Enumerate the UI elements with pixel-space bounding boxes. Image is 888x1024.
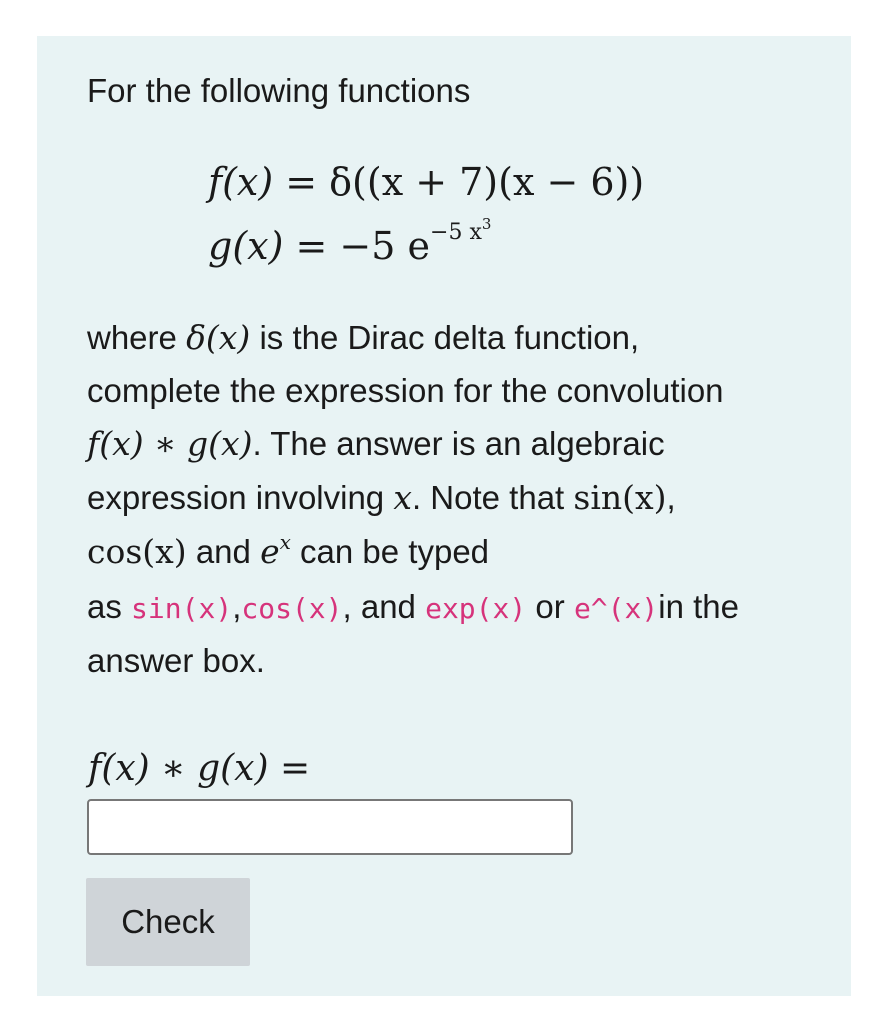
equation-f	[208, 160, 644, 204]
description-line-1: where δ(x) is the Dirac delta function,	[87, 318, 640, 357]
equation-f-rhs: = δ((x + 7)(x − 6))	[285, 160, 645, 204]
description-line-2: complete the expression for the convolution	[87, 372, 724, 409]
equation-g-exponent: −5 x3	[430, 215, 492, 245]
code-cos: cos(x)	[241, 592, 343, 625]
equation-g	[208, 215, 492, 268]
equation-f-lhs: f(x)	[208, 160, 274, 204]
code-exp: exp(x)	[425, 592, 527, 625]
convolution-expression: f(x) ∗ g(x)	[87, 424, 253, 463]
equation-g-rhs: = −5 e	[295, 224, 431, 268]
answer-input[interactable]	[87, 799, 573, 855]
description-line-6: as sin(x),cos(x), and exp(x) or e^(x)in the	[87, 588, 739, 625]
delta-symbol: δ(x)	[186, 318, 251, 357]
code-epow: e^(x)	[573, 592, 659, 625]
equation-g-lhs: g(x)	[208, 224, 284, 268]
description-line-5: cos(x) and $e^x$ can be typed	[87, 530, 490, 571]
intro-text: For the following functions	[87, 72, 471, 109]
description-line-3: f(x) ∗ g(x). The answer is an algebraic	[87, 424, 665, 463]
description-line-7: answer box.	[87, 642, 265, 679]
check-button[interactable]: Check	[86, 878, 250, 966]
description-line-4: expression involving x. Note that sin(x),	[87, 478, 676, 517]
answer-label: f(x) ∗ g(x) =	[88, 748, 311, 789]
code-sin: sin(x)	[131, 592, 233, 625]
